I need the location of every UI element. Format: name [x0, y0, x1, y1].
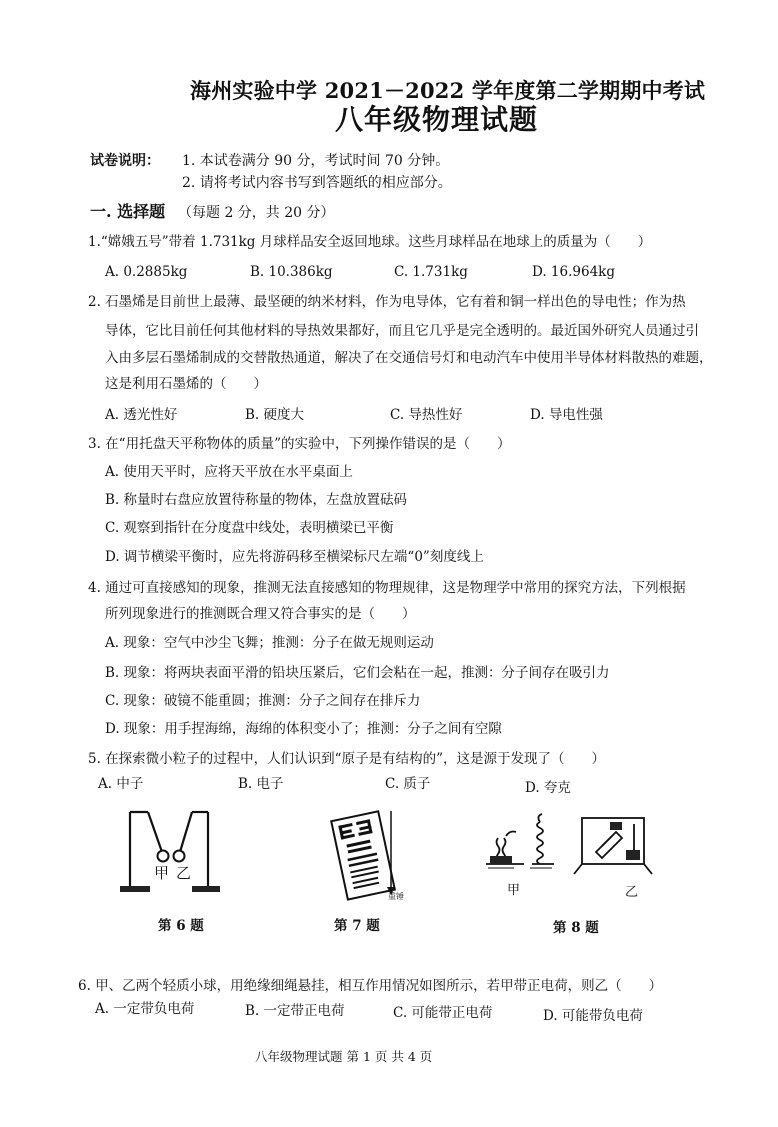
figure-6-caption: 第 6 题	[158, 918, 204, 934]
question-2-line-3: 入由多层石墨烯制成的交替散热通道，解决了在交通信号灯和电动汽车中使用半导体材料散热的难题，	[105, 350, 713, 366]
figure-6-label-yi: 乙	[176, 864, 192, 882]
question-2-option-a: A. 透光性好	[105, 407, 178, 423]
figure-8-spring-experiment	[484, 812, 666, 887]
figure-7-eye-chart	[325, 805, 425, 905]
question-2-line-1: 2. 石墨烯是目前世上最薄、最坚硬的纳米材料，作为电导体，它有着和铜一样出色的导电性；作为热	[88, 294, 686, 310]
figure-8-caption: 第 8 题	[553, 920, 599, 936]
question-6-option-b: B. 一定带正电荷	[245, 1003, 345, 1019]
figure-6-suspended-balls	[116, 808, 226, 896]
question-5-stem: 5. 在探索微小粒子的过程中，人们认识到“原子是有结构的”，这是源于发现了（ ）	[88, 751, 605, 767]
page-footer: 八年级物理试题 第 1 页 共 4 页	[255, 1049, 433, 1064]
question-6-stem: 6. 甲、乙两个轻质小球，用绝缘细绳悬挂，相互作用情况如图所示，若甲带正电荷，则乙（ ）	[78, 978, 663, 994]
section-note: （每题 2 分，共 20 分）	[178, 205, 335, 221]
figure-8-label-jia: 甲	[507, 883, 521, 898]
question-1-stem: 1.“嫦娥五号”带着 1.731kg 月球样品安全返回地球。这些月球样品在地球上的质量为（ ）	[88, 234, 652, 250]
question-6-option-d: D. 可能带负电荷	[543, 1008, 643, 1024]
question-4-option-b: B. 现象：将两块表面平滑的铅块压紧后，它们会粘在一起，推测：分子间存在吸引力	[105, 665, 610, 681]
instruction-line-2: 2. 请将考试内容书写到答题纸的相应部分。	[182, 175, 452, 191]
question-2-line-2: 导体，它比目前任何其他材料的导热效果都好，而且它几乎是完全透明的。最近国外研究人员通过引	[105, 323, 699, 339]
question-3-option-a: A. 使用天平时，应将天平放在水平桌面上	[105, 464, 353, 480]
question-4-line-1: 4. 通过可直接感知的现象，推测无法直接感知的物理规律，这是物理学中常用的探究方法，下列根据	[88, 580, 686, 596]
question-1-option-a: A. 0.2885kg	[105, 264, 188, 280]
question-2-line-4: 这是利用石墨烯的（ ）	[105, 376, 267, 392]
question-6-option-a: A. 一定带负电荷	[95, 1001, 195, 1017]
question-6-option-c: C. 可能带正电荷	[393, 1005, 493, 1021]
question-5-option-c: C. 质子	[385, 776, 431, 792]
question-4-option-d: D. 现象：用手捏海绵，海绵的体积变小了；推测：分子之间有空隙	[105, 721, 502, 737]
question-3-option-b: B. 称量时右盘应放置待称量的物体，左盘放置砝码	[105, 492, 408, 508]
question-5-option-b: B. 电子	[238, 776, 284, 792]
question-4-option-a: A. 现象：空气中沙尘飞舞；推测：分子在做无规则运动	[105, 635, 434, 651]
instructions-label: 试卷说明：	[90, 153, 160, 169]
figure-8-label-yi: 乙	[625, 885, 639, 900]
question-1-option-d: D. 16.964kg	[532, 264, 615, 280]
question-3-stem: 3. 在“用托盘天平称物体的质量”的实验中，下列操作错误的是（ ）	[88, 436, 511, 452]
exam-title: 海州实验中学 2021－2022 学年度第二学期期中考试	[190, 78, 706, 103]
question-1-option-c: C. 1.731kg	[394, 264, 468, 280]
figure-7-pointer-label: 重锤	[388, 892, 404, 901]
figure-6-label-jia: 甲	[154, 864, 170, 882]
question-5-option-d: D. 夸克	[525, 780, 571, 796]
question-2-option-d: D. 导电性强	[530, 407, 603, 423]
exam-subtitle: 八年级物理试题	[335, 103, 539, 136]
question-4-option-c: C. 现象：破镜不能重圆；推测：分子之间存在排斥力	[105, 693, 421, 709]
question-3-option-d: D. 调节横梁平衡时，应先将游码移至横梁标尺左端“0”刻度线上	[105, 549, 484, 565]
section-title: 一. 选择题	[90, 202, 166, 221]
question-2-option-c: C. 导热性好	[390, 407, 463, 423]
question-3-option-c: C. 观察到指针在分度盘中线处，表明横梁已平衡	[105, 520, 394, 536]
question-4-line-2: 所列现象进行的推测既合理又符合事实的是（ ）	[105, 606, 416, 622]
question-2-option-b: B. 硬度大	[245, 407, 305, 423]
instruction-line-1: 1. 本试卷满分 90 分，考试时间 70 分钟。	[182, 153, 450, 169]
figure-7-caption: 第 7 题	[334, 918, 380, 934]
question-5-option-a: A. 中子	[98, 776, 144, 792]
question-1-option-b: B. 10.386kg	[250, 264, 333, 280]
